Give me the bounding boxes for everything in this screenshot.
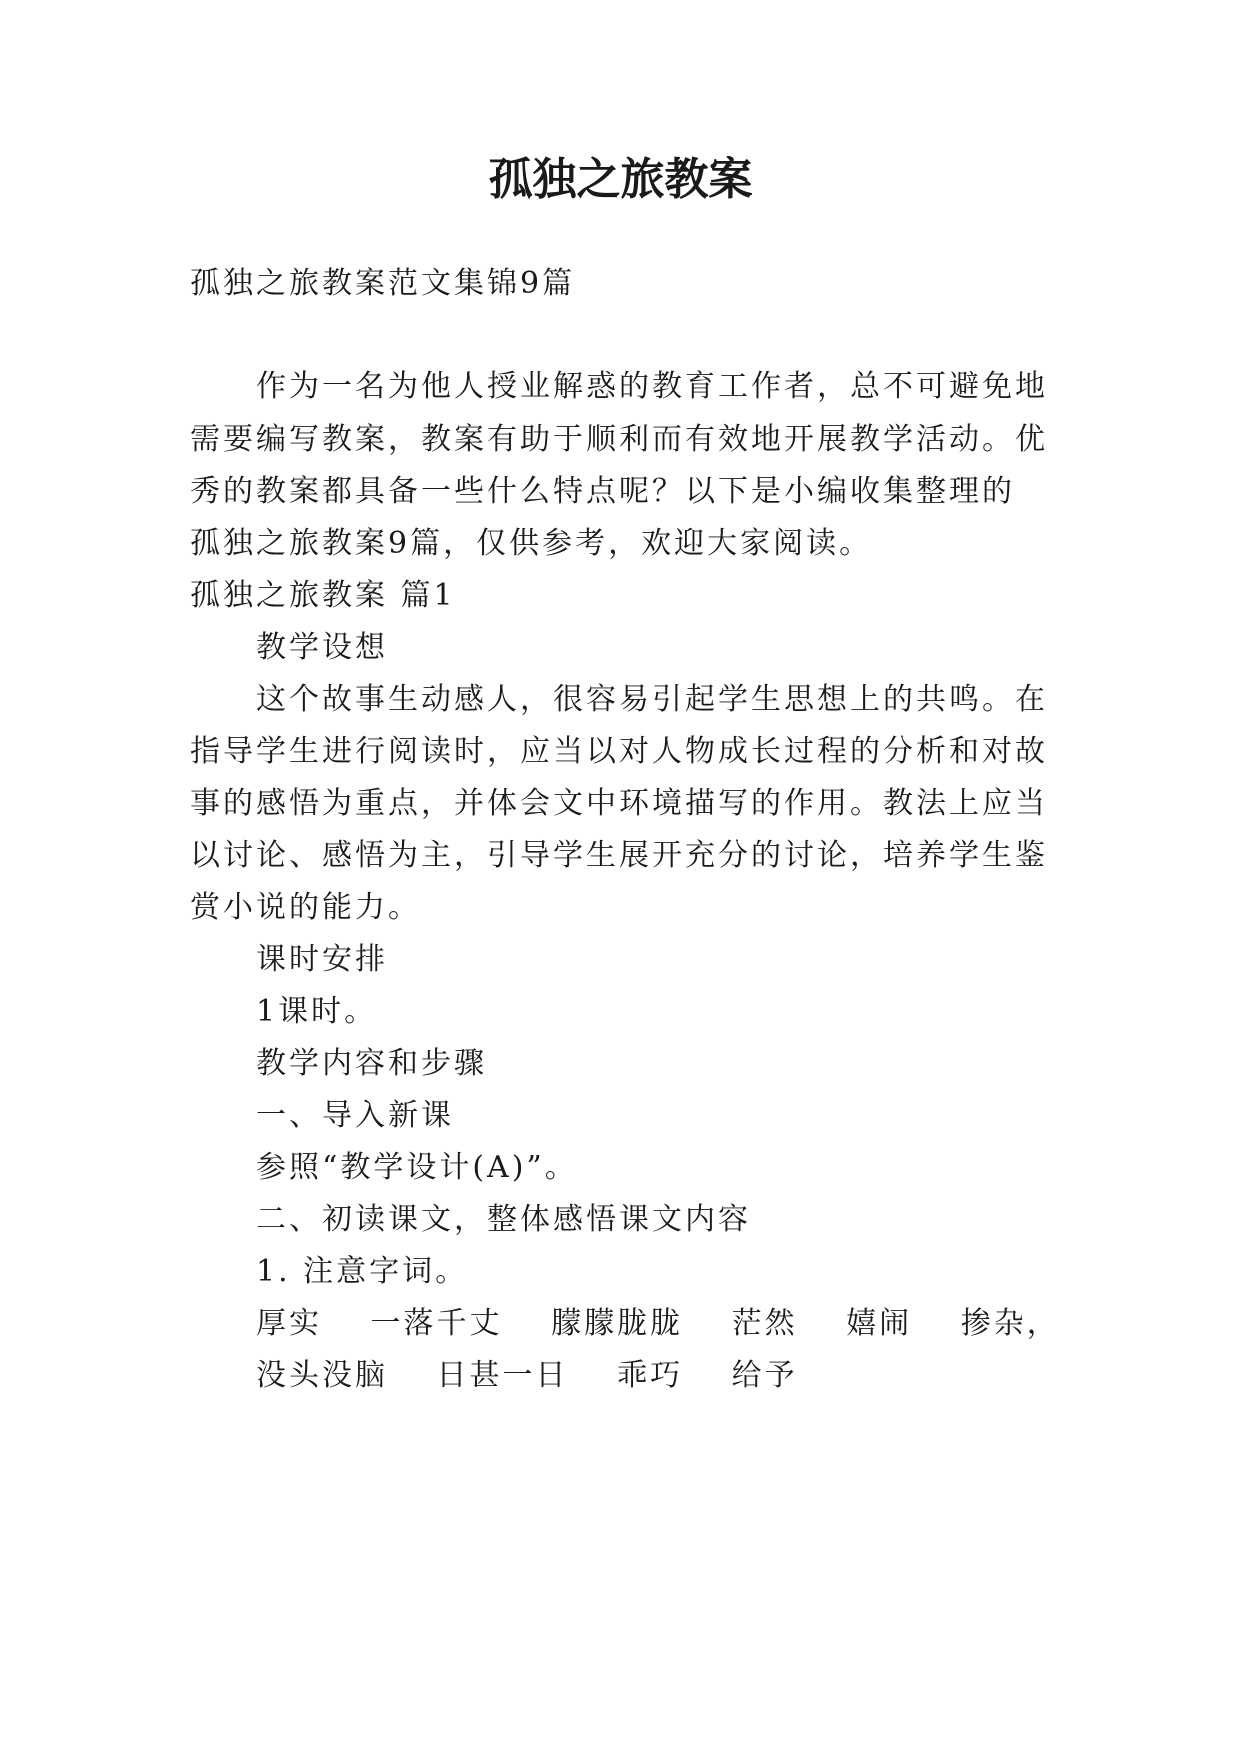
vocab-word: 没头没脑: [256, 1358, 388, 1393]
vocab-word: 朦朦胧胧: [551, 1306, 684, 1341]
vocab-word: 乖巧: [617, 1358, 684, 1393]
vocab-word: 掺杂，: [960, 1306, 1060, 1341]
step2-item1: 1. 注意字词。: [256, 1254, 469, 1289]
vocab-word: 日甚一日: [436, 1358, 569, 1393]
schedule-heading: 课时安排: [256, 942, 388, 977]
step1-heading: 一、导入新课: [256, 1098, 454, 1133]
vocab-word: 茫然: [731, 1306, 798, 1341]
steps-heading: 教学内容和步骤: [256, 1046, 487, 1081]
step2-heading: 二、初读课文，整体感悟课文内容: [256, 1202, 751, 1237]
design-line: 指导学生进行阅读时，应当以对人物成长过程的分析和对故: [190, 734, 1048, 769]
vocab-row: [256, 1354, 1056, 1398]
design-line: 这个故事生动感人，很容易引起学生思想上的共鸣。在: [256, 682, 1048, 717]
intro-line: 需要编写教案，教案有助于顺利而有效地开展教学活动。优: [190, 422, 1048, 457]
vocab-word: 给予: [731, 1358, 798, 1393]
vocab-word: 一落千丈: [370, 1306, 503, 1341]
document-title: 孤独之旅教案: [488, 154, 753, 205]
design-line: 以讨论、感悟为主，引导学生展开充分的讨论，培养学生鉴: [190, 838, 1048, 873]
vocab-row: [256, 1302, 1060, 1346]
design-line: 事的感悟为重点，并体会文中环境描写的作用。教法上应当: [190, 786, 1048, 821]
design-line: 赏小说的能力。: [190, 890, 421, 925]
intro-line: 秀的教案都具备一些什么特点呢？以下是小编收集整理的: [190, 474, 1015, 509]
section-heading: 孤独之旅教案 篇1: [190, 578, 456, 613]
intro-line: 作为一名为他人授业解惑的教育工作者，总不可避免地: [256, 369, 1048, 404]
vocab-word: 嬉闹: [846, 1306, 913, 1341]
step1-text: 参照“教学设计(A)”。: [256, 1150, 578, 1185]
vocab-word: 厚实: [256, 1306, 322, 1341]
document-subtitle: 孤独之旅教案范文集锦9篇: [190, 266, 576, 301]
schedule-value: 1课时。: [256, 994, 378, 1029]
intro-line: 孤独之旅教案9篇，仅供参考，欢迎大家阅读。: [190, 526, 873, 561]
design-heading: 教学设想: [256, 630, 388, 665]
